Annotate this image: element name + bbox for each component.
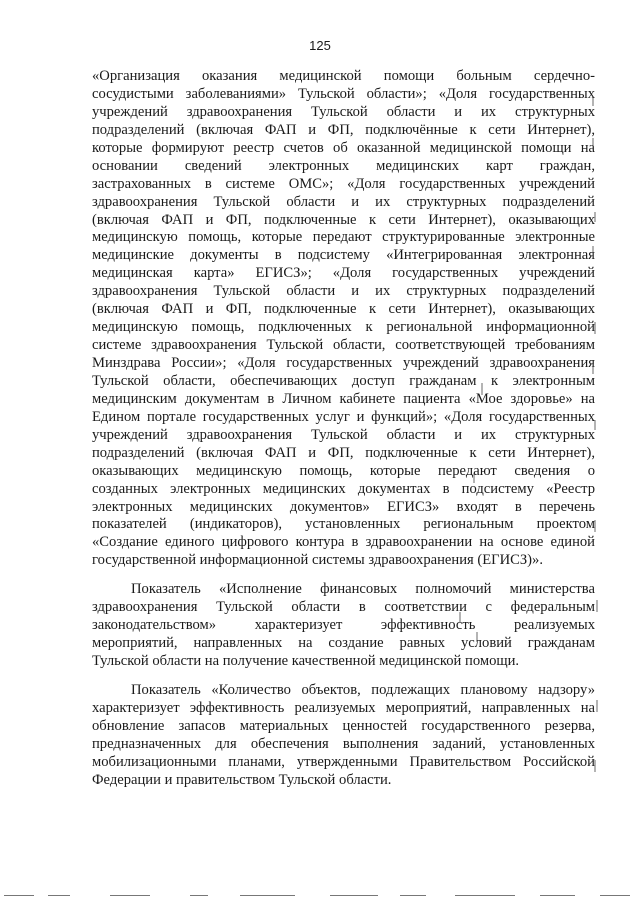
text-line: медицинскую помощь, подключенных к региональной информационной	[92, 319, 595, 336]
text-line: здравоохранения Тульской области в соответствии с федеральным	[92, 599, 595, 616]
text-line: которые формируют реестр счетов об оказанной медицинской помощи на	[92, 139, 595, 156]
text-line: подразделений (включая ФАП и ФП, подключенные к сети Интернет),	[92, 444, 595, 461]
text-line: показателей (индикаторов), установленных региональным проектом	[92, 516, 595, 533]
text-line: предназначенных для обеспечения выполнения заданий, установленных	[92, 735, 595, 752]
text-line: законодательством» характеризует эффективность реализуемых	[92, 617, 595, 634]
text-line: медицинскую помощь, которые передают структурированные электронные	[92, 229, 595, 246]
text-line: Едином портале государственных услуг и функций»; «Доля государственных	[92, 408, 595, 425]
text-line: характеризует эффективность реализуемых мероприятий, направленных на	[92, 699, 595, 716]
text-line: «Организация оказания медицинской помощи больным сердечно-	[92, 68, 595, 84]
paragraph-state-supervision	[92, 682, 595, 790]
page-number: 125	[309, 38, 331, 53]
text-line: медицинская карта» ЕГИСЗ»; «Доля государственных учреждений	[92, 265, 595, 282]
text-line: мероприятий, направленных на создание равных условий гражданам	[92, 635, 595, 652]
text-line: оказывающих медицинскую помощь, которые передают сведения о	[92, 462, 595, 479]
text-line: учреждений здравоохранения Тульской области и их структурных	[92, 426, 595, 443]
text-line: (включая ФАП и ФП, подключенные к сети Интернет), оказывающих	[92, 301, 595, 318]
text-line: электронных медицинских документов» ЕГИСЗ» входят в перечень	[92, 498, 595, 515]
paragraph-gap	[92, 570, 595, 581]
text-line: «Создание единого цифрового контура в здравоохранении на основе единой	[92, 534, 595, 551]
text-line: подразделений (включая ФАП и ФП, подключённые к сети Интернет),	[92, 121, 595, 138]
text-line: здравоохранения Тульской области и их структурных подразделений	[92, 193, 595, 210]
text-line: государственной информационной системы здравоохранения (ЕГИСЗ)».	[92, 552, 543, 569]
text-line: учреждений здравоохранения Тульской области и их структурных	[92, 103, 595, 120]
text-line: сосудистыми заболеваниями» Тульской области»; «Доля государственных	[92, 85, 595, 102]
paragraph-indicators-list	[92, 68, 595, 570]
scan-bottom-edge-noise	[0, 894, 640, 897]
paragraph-gap	[92, 671, 595, 682]
text-line: Показатель «Исполнение финансовых полномочий министерства	[131, 581, 595, 598]
text-line: Тульской области на получение качественной медицинской помощи.	[92, 653, 520, 669]
text-line: Тульской области, обеспечивающих доступ гражданам к электронным	[92, 372, 595, 389]
text-line: Минздрава России»; «Доля государственных учреждений здравоохранения	[92, 355, 595, 371]
paragraph-financial-powers	[92, 581, 595, 671]
text-line: здравоохранения Тульской области и их структурных подразделений	[92, 283, 595, 300]
text-line: Федерации и правительством Тульской области.	[92, 771, 392, 788]
text-line: (включая ФАП и ФП, подключенные к сети Интернет), оказывающих	[92, 211, 595, 228]
text-line: застрахованных в системе ОМС»; «Доля государственных учреждений	[92, 175, 595, 192]
text-line: медицинским документам в Личном кабинете пациента «Мое здоровье» на	[92, 390, 595, 407]
text-line: системе здравоохранения Тульской области, соответствующей требованиям	[92, 337, 595, 354]
text-line: мобилизационными планами, утвержденными Правительством Российской	[92, 753, 595, 770]
text-line: основании сведений электронных медицинских карт граждан,	[92, 157, 595, 174]
text-line: обновление запасов материальных ценностей государственного резерва,	[92, 717, 595, 734]
text-line: медицинские документы в подсистему «Интегрированная электронная	[92, 247, 595, 264]
text-line: созданных электронных медицинских документах в подсистему «Реестр	[92, 480, 595, 497]
document-body	[92, 68, 595, 790]
text-line: Показатель «Количество объектов, подлежащих плановому надзору»	[131, 681, 595, 698]
